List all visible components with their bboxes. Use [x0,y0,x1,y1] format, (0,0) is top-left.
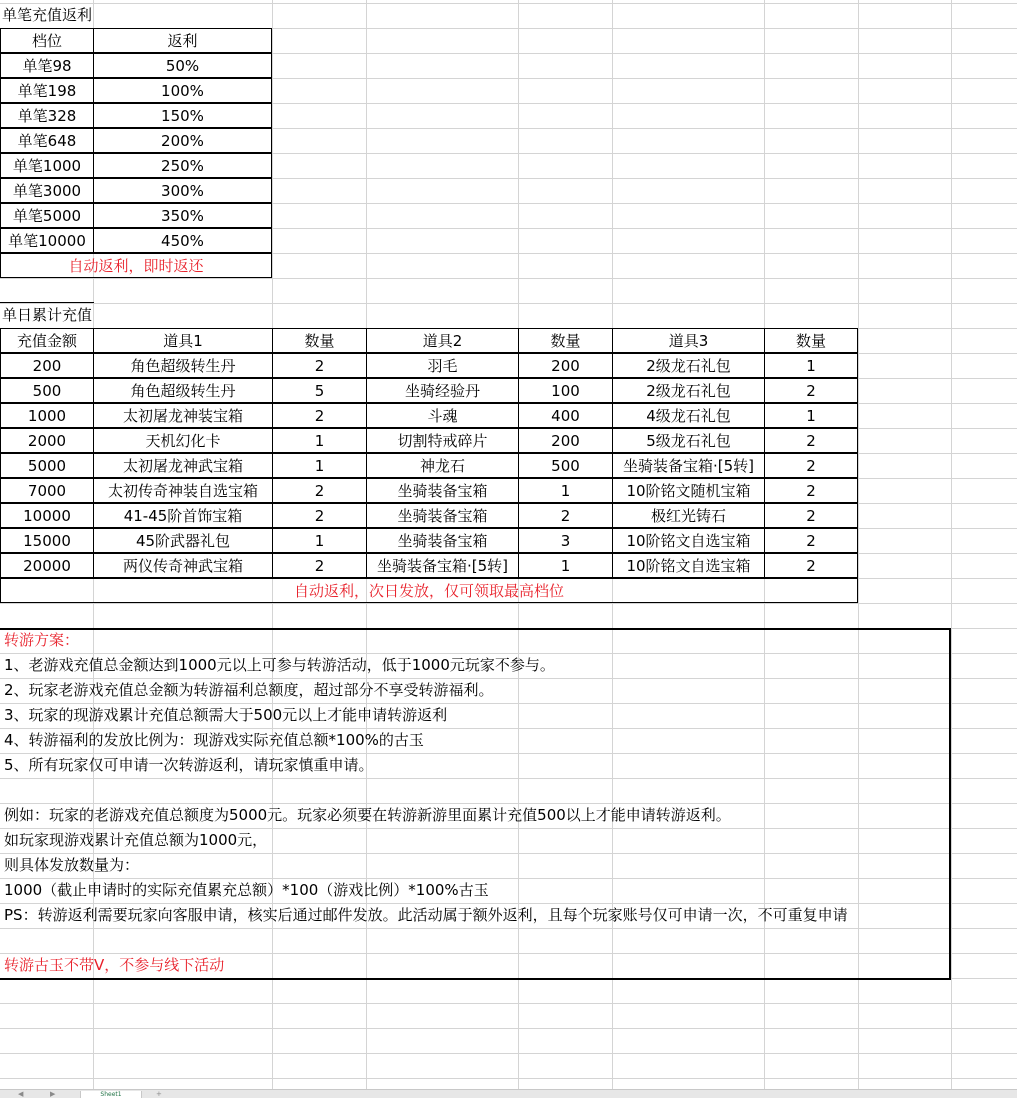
daily-cell: 2 [272,503,367,528]
daily-cell: 2 [764,478,858,503]
daily-cell: 10000 [0,503,94,528]
daily-cell: 5000 [0,453,94,478]
transfer-rule: 1、老游戏充值总金额达到1000元以上可参与转游活动，低于1000元玩家不参与。 [4,656,555,674]
daily-cell: 2 [764,428,858,453]
daily-header-cell: 数量 [764,328,858,353]
daily-cell: 2 [764,378,858,403]
daily-cell: 两仪传奇神武宝箱 [93,553,273,578]
single-title: 单笔充值返利 [2,6,93,24]
daily-cell: 坐骑经验丹 [366,378,519,403]
daily-cell: 1 [272,528,367,553]
daily-cell: 坐骑装备宝箱 [366,478,519,503]
transfer-example-line: 例如：玩家的老游戏充值总额度为5000元。玩家必须要在转游新游里面累计充值500以上才能申请转游返利。 [4,806,731,824]
daily-header-cell: 道具2 [366,328,519,353]
daily-cell: 1 [518,478,613,503]
daily-cell: 200 [518,428,613,453]
daily-cell: 坐骑装备宝箱 [366,528,519,553]
daily-cell: 2 [764,503,858,528]
daily-cell: 500 [0,378,94,403]
daily-title: 单日累计充值 [2,306,93,324]
daily-cell: 500 [518,453,613,478]
sheet-tab[interactable]: Sheet1 [80,1091,142,1098]
single-rebate-cell: 250% [93,153,272,178]
single-tier-cell: 单笔328 [0,103,94,128]
daily-cell: 坐骑装备宝箱·[5转] [612,453,765,478]
daily-header-cell: 道具3 [612,328,765,353]
daily-header-cell: 数量 [518,328,613,353]
daily-cell: 2 [272,353,367,378]
daily-cell: 极红光铸石 [612,503,765,528]
transfer-title: 转游方案： [4,631,80,649]
daily-cell: 1 [518,553,613,578]
daily-header-cell: 道具1 [93,328,273,353]
daily-cell: 2 [764,553,858,578]
prev-sheet-icon[interactable]: ◀ [18,1090,24,1098]
single-rebate-cell: 350% [93,203,272,228]
single-tier-cell: 单笔648 [0,128,94,153]
single-tier-cell: 单笔1000 [0,153,94,178]
daily-cell: 羽毛 [366,353,519,378]
single-header-tier: 档位 [0,28,94,53]
transfer-rule: 3、玩家的现游戏累计充值总额需大于500元以上才能申请转游返利 [4,706,448,724]
transfer-example-line: 1000（截止申请时的实际充值累充总额）*100（游戏比例）*100%古玉 [4,881,489,899]
daily-cell: 1 [272,428,367,453]
single-rebate-cell: 450% [93,228,272,253]
daily-cell: 角色超级转生丹 [93,353,273,378]
daily-header-cell: 充值金额 [0,328,94,353]
daily-cell: 200 [0,353,94,378]
daily-cell: 1 [272,453,367,478]
daily-cell: 2 [272,403,367,428]
single-rebate-cell: 200% [93,128,272,153]
next-sheet-icon[interactable]: ▶ [50,1090,56,1098]
daily-cell: 10阶铭文随机宝箱 [612,478,765,503]
transfer-rule: 2、玩家老游戏充值总金额为转游福利总额度，超过部分不享受转游福利。 [4,681,494,699]
daily-cell: 5 [272,378,367,403]
daily-cell: 15000 [0,528,94,553]
daily-cell: 2 [272,478,367,503]
single-header-rebate: 返利 [93,28,272,53]
single-note: 自动返利，即时返还 [0,253,272,278]
single-rebate-cell: 150% [93,103,272,128]
daily-cell: 2 [518,503,613,528]
daily-cell: 7000 [0,478,94,503]
daily-cell: 200 [518,353,613,378]
daily-cell: 100 [518,378,613,403]
daily-cell: 神龙石 [366,453,519,478]
daily-cell: 400 [518,403,613,428]
single-tier-cell: 单笔3000 [0,178,94,203]
transfer-example-line: 如玩家现游戏累计充值总额为1000元， [4,831,268,849]
single-rebate-cell: 300% [93,178,272,203]
single-tier-cell: 单笔198 [0,78,94,103]
daily-cell: 1000 [0,403,94,428]
daily-cell: 坐骑装备宝箱 [366,503,519,528]
daily-cell: 2 [272,553,367,578]
daily-cell: 角色超级转生丹 [93,378,273,403]
daily-cell: 20000 [0,553,94,578]
daily-cell: 45阶武器礼包 [93,528,273,553]
transfer-footer: 转游古玉不带V，不参与线下活动 [4,956,225,974]
add-sheet-icon[interactable]: + [156,1090,162,1098]
single-tier-cell: 单笔5000 [0,203,94,228]
transfer-rule: 4、转游福利的发放比例为：现游戏实际充值总额*100%的古玉 [4,731,424,749]
daily-cell: 2 [764,453,858,478]
daily-cell: 2000 [0,428,94,453]
daily-note: 自动返利，次日发放，仅可领取最高档位 [0,578,858,603]
single-rebate-cell: 50% [93,53,272,78]
daily-cell: 切割特戒碎片 [366,428,519,453]
daily-header-cell: 数量 [272,328,367,353]
daily-cell: 2 [764,528,858,553]
single-rebate-cell: 100% [93,78,272,103]
daily-cell: 1 [764,353,858,378]
daily-cell: 10阶铭文自选宝箱 [612,528,765,553]
daily-cell: 太初传奇神装自选宝箱 [93,478,273,503]
daily-cell: 1 [764,403,858,428]
daily-cell: 5级龙石礼包 [612,428,765,453]
single-tier-cell: 单笔98 [0,53,94,78]
single-tier-cell: 单笔10000 [0,228,94,253]
daily-cell: 天机幻化卡 [93,428,273,453]
daily-cell: 太初屠龙神装宝箱 [93,403,273,428]
daily-cell: 41-45阶首饰宝箱 [93,503,273,528]
daily-cell: 2级龙石礼包 [612,378,765,403]
daily-cell: 太初屠龙神武宝箱 [93,453,273,478]
daily-cell: 坐骑装备宝箱·[5转] [366,553,519,578]
transfer-rule: 5、所有玩家仅可申请一次转游返利，请玩家慎重申请。 [4,756,374,774]
daily-cell: 3 [518,528,613,553]
transfer-example-line: PS：转游返利需要玩家向客服申请，核实后通过邮件发放。此活动属于额外返利，且每个玩家账号仅可申请一次，不可重复申请 [4,906,848,924]
daily-cell: 4级龙石礼包 [612,403,765,428]
transfer-example-line: 则具体发放数量为： [4,856,140,874]
daily-cell: 10阶铭文自选宝箱 [612,553,765,578]
daily-cell: 2级龙石礼包 [612,353,765,378]
daily-cell: 斗魂 [366,403,519,428]
